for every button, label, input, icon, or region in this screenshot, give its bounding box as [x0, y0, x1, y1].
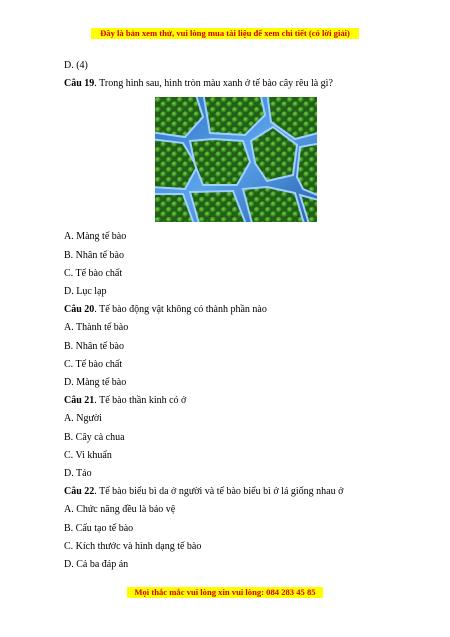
- document-body: [64, 57, 394, 574]
- option-20d: D. Màng tế bào: [64, 377, 127, 389]
- option-21b: B. Cây cà chua: [64, 431, 125, 443]
- option-20a: A. Thành tế bào: [64, 322, 129, 334]
- question-text: . Tế bào biểu bì da ở người và tế bào biểu bì ở lá giống nhau ở: [94, 486, 344, 498]
- question-20: [64, 301, 394, 319]
- option-22b: B. Cấu tạo tế bào: [64, 522, 134, 534]
- option-19d: D. Lục lạp: [64, 286, 107, 298]
- question-text: . Tế bào thần kinh có ở: [94, 395, 187, 407]
- option-22a: A. Chức năng đều là bảo vệ: [64, 504, 176, 516]
- option-20b: B. Nhân tế bào: [64, 340, 124, 352]
- question-number: Câu 20: [64, 304, 95, 316]
- question-number: Câu 21: [64, 395, 95, 407]
- option-22c: C. Kích thước và hình dạng tế bào: [64, 540, 202, 552]
- question-22: [64, 483, 394, 501]
- option-21c: C. Vi khuẩn: [64, 449, 112, 461]
- question-number: Câu 22: [64, 486, 95, 498]
- option-22d: D. Cả ba đáp án: [64, 559, 129, 571]
- option-21a: A. Người: [64, 413, 102, 425]
- contact-notice-footer: Mọi thắc mắc vui lòng xin vui lòng: 084 283 45 85: [127, 587, 323, 598]
- question-text: . Tế bào động vật không có thành phần nào: [94, 304, 267, 316]
- previous-option: D. (4): [64, 60, 88, 71]
- question-21: [64, 392, 394, 410]
- option-19c: C. Tế bào chất: [64, 267, 123, 279]
- question-number: Câu 19: [64, 78, 95, 90]
- option-19a: A. Màng tế bào: [64, 231, 127, 243]
- moss-cell-micrograph: [155, 97, 317, 222]
- option-19b: B. Nhân tế bào: [64, 249, 124, 261]
- question-19: [64, 75, 394, 93]
- option-21d: D. Tảo: [64, 468, 92, 480]
- option-20c: C. Tế bào chất: [64, 358, 123, 370]
- question-text: . Trong hình sau, hình tròn màu xanh ở tế bào cây rêu là gì?: [94, 78, 333, 90]
- preview-notice-banner: Đây là bản xem thử, vui lòng mua tài liệu để xem chi tiết (có lời giải): [91, 28, 359, 39]
